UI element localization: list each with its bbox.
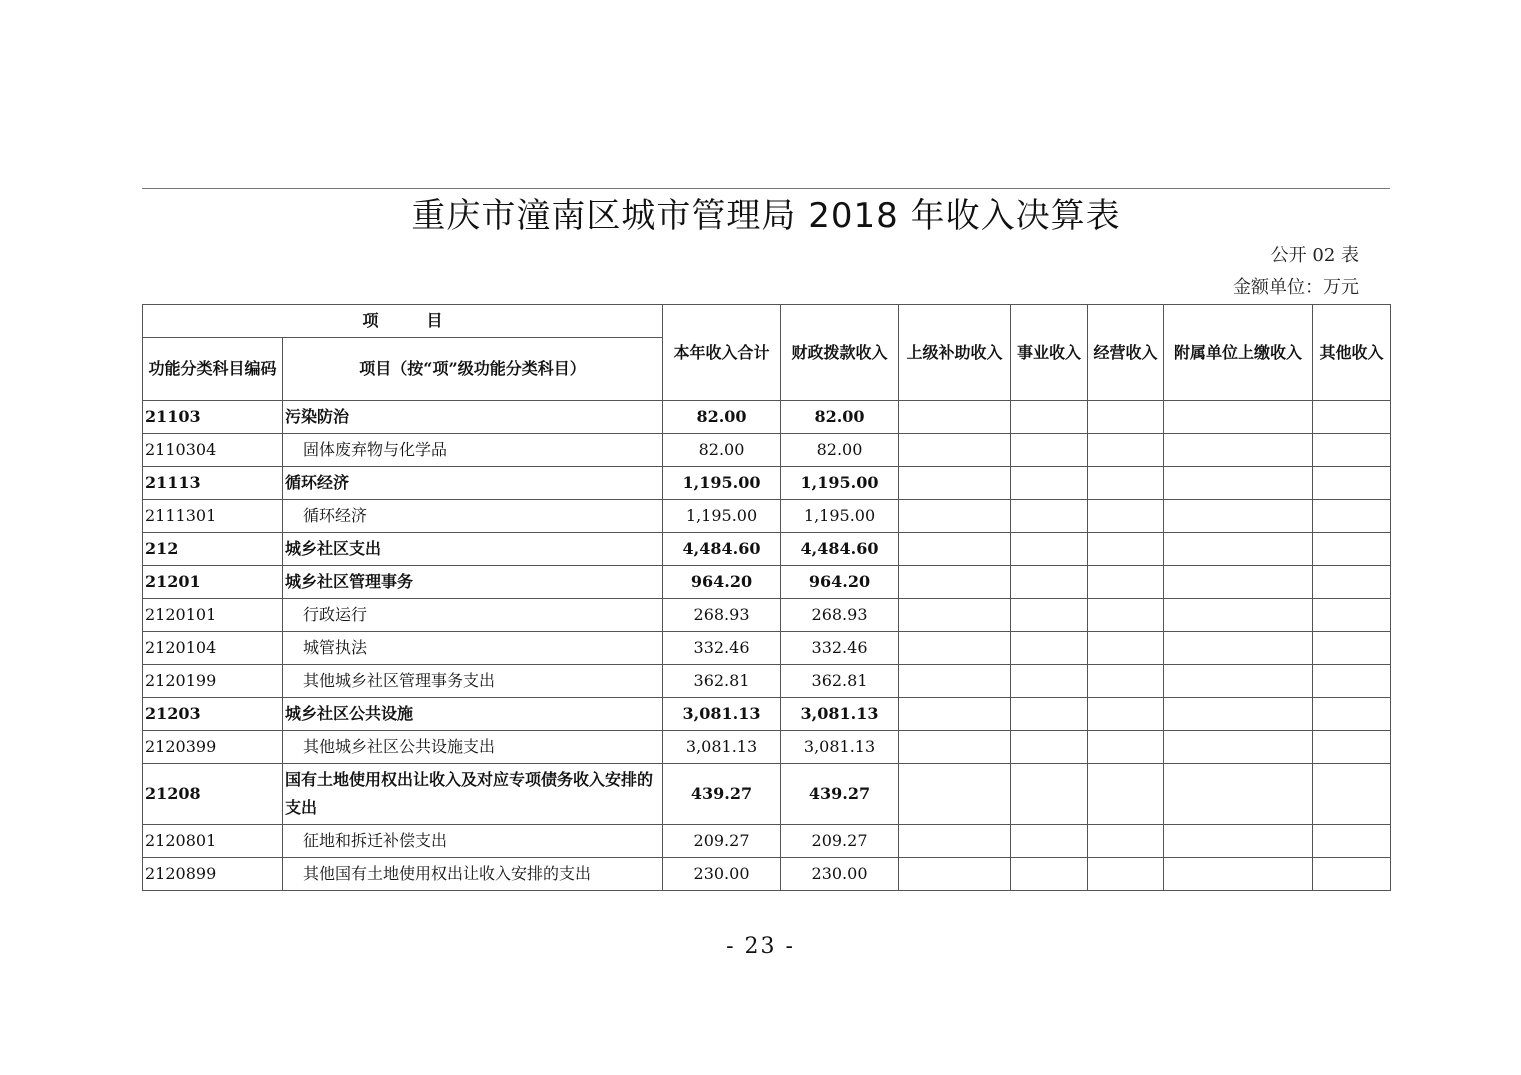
- row-operating: [1088, 632, 1164, 665]
- header-other: 其他收入: [1313, 305, 1391, 401]
- row-operating: [1088, 698, 1164, 731]
- row-affiliated: [1164, 434, 1313, 467]
- row-superior: [899, 500, 1011, 533]
- header-operating: 经营收入: [1088, 305, 1164, 401]
- table-row: [143, 533, 1391, 566]
- row-other: [1313, 434, 1391, 467]
- row-code: 2120104: [143, 632, 283, 665]
- row-code: 2120801: [143, 825, 283, 858]
- row-affiliated: [1164, 599, 1313, 632]
- row-total: 82.00: [663, 434, 781, 467]
- row-code: 21203: [143, 698, 283, 731]
- row-operating: [1088, 566, 1164, 599]
- row-affiliated: [1164, 731, 1313, 764]
- row-fiscal: 268.93: [781, 599, 899, 632]
- row-code: 2111301: [143, 500, 283, 533]
- row-operating: [1088, 467, 1164, 500]
- row-name: 其他城乡社区公共设施支出: [283, 731, 663, 764]
- row-affiliated: [1164, 825, 1313, 858]
- row-affiliated: [1164, 665, 1313, 698]
- row-total: 3,081.13: [663, 698, 781, 731]
- row-name: 污染防治: [283, 401, 663, 434]
- row-operating: [1088, 731, 1164, 764]
- top-rule: [142, 188, 1390, 189]
- row-superior: [899, 731, 1011, 764]
- row-business: [1011, 731, 1088, 764]
- table-row: [143, 698, 1391, 731]
- row-code: 212: [143, 533, 283, 566]
- row-superior: [899, 858, 1011, 891]
- row-operating: [1088, 533, 1164, 566]
- row-other: [1313, 698, 1391, 731]
- table-row: [143, 764, 1391, 825]
- row-other: [1313, 599, 1391, 632]
- table-row: [143, 467, 1391, 500]
- header-row-1: [143, 305, 1391, 338]
- row-code: 21103: [143, 401, 283, 434]
- row-business: [1011, 825, 1088, 858]
- row-fiscal: 82.00: [781, 434, 899, 467]
- row-affiliated: [1164, 764, 1313, 825]
- row-superior: [899, 825, 1011, 858]
- row-operating: [1088, 825, 1164, 858]
- table-row: [143, 632, 1391, 665]
- row-operating: [1088, 665, 1164, 698]
- row-superior: [899, 566, 1011, 599]
- row-name: 征地和拆迁补偿支出: [283, 825, 663, 858]
- table-row: [143, 858, 1391, 891]
- row-code: 2120101: [143, 599, 283, 632]
- row-code: 21208: [143, 764, 283, 825]
- table-row: [143, 599, 1391, 632]
- header-business: 事业收入: [1011, 305, 1088, 401]
- row-fiscal: 439.27: [781, 764, 899, 825]
- row-name: 城管执法: [283, 632, 663, 665]
- row-fiscal: 3,081.13: [781, 698, 899, 731]
- row-affiliated: [1164, 858, 1313, 891]
- row-business: [1011, 401, 1088, 434]
- row-code: 2120399: [143, 731, 283, 764]
- row-code: 2120199: [143, 665, 283, 698]
- row-operating: [1088, 599, 1164, 632]
- row-other: [1313, 401, 1391, 434]
- row-total: 230.00: [663, 858, 781, 891]
- row-fiscal: 4,484.60: [781, 533, 899, 566]
- row-total: 332.46: [663, 632, 781, 665]
- row-business: [1011, 434, 1088, 467]
- row-name: 其他城乡社区管理事务支出: [283, 665, 663, 698]
- row-fiscal: 1,195.00: [781, 467, 899, 500]
- income-table: [142, 304, 1391, 891]
- row-affiliated: [1164, 632, 1313, 665]
- table-row: [143, 500, 1391, 533]
- row-total: 4,484.60: [663, 533, 781, 566]
- row-fiscal: 230.00: [781, 858, 899, 891]
- row-total: 439.27: [663, 764, 781, 825]
- table-number: 公开 02 表: [1270, 245, 1359, 266]
- row-superior: [899, 467, 1011, 500]
- row-name: 城乡社区管理事务: [283, 566, 663, 599]
- row-fiscal: 1,195.00: [781, 500, 899, 533]
- row-fiscal: 332.46: [781, 632, 899, 665]
- row-other: [1313, 500, 1391, 533]
- row-superior: [899, 599, 1011, 632]
- row-name: 城乡社区支出: [283, 533, 663, 566]
- row-superior: [899, 434, 1011, 467]
- row-other: [1313, 533, 1391, 566]
- row-fiscal: 362.81: [781, 665, 899, 698]
- table-row: [143, 401, 1391, 434]
- page-title: 重庆市潼南区城市管理局 2018 年收入决算表: [411, 196, 1121, 236]
- row-total: 3,081.13: [663, 731, 781, 764]
- row-other: [1313, 825, 1391, 858]
- row-other: [1313, 467, 1391, 500]
- row-total: 82.00: [663, 401, 781, 434]
- row-affiliated: [1164, 698, 1313, 731]
- header-code: 功能分类科目编码: [143, 338, 283, 401]
- table-row: [143, 665, 1391, 698]
- row-operating: [1088, 500, 1164, 533]
- row-superior: [899, 665, 1011, 698]
- row-superior: [899, 401, 1011, 434]
- header-affiliated: 附属单位上缴收入: [1164, 305, 1313, 401]
- row-name: 其他国有土地使用权出让收入安排的支出: [283, 858, 663, 891]
- row-code: 2110304: [143, 434, 283, 467]
- row-affiliated: [1164, 467, 1313, 500]
- row-operating: [1088, 858, 1164, 891]
- row-total: 362.81: [663, 665, 781, 698]
- header-fiscal: 财政拨款收入: [781, 305, 899, 401]
- row-code: 2120899: [143, 858, 283, 891]
- row-superior: [899, 698, 1011, 731]
- row-superior: [899, 764, 1011, 825]
- row-total: 964.20: [663, 566, 781, 599]
- row-name: 国有土地使用权出让收入及对应专项债务收入安排的支出: [283, 764, 663, 825]
- table-row: [143, 731, 1391, 764]
- header-superior: 上级补助收入: [899, 305, 1011, 401]
- row-fiscal: 82.00: [781, 401, 899, 434]
- row-superior: [899, 533, 1011, 566]
- row-name: 循环经济: [283, 467, 663, 500]
- row-fiscal: 209.27: [781, 825, 899, 858]
- row-other: [1313, 632, 1391, 665]
- row-name: 固体废弃物与化学品: [283, 434, 663, 467]
- row-operating: [1088, 764, 1164, 825]
- row-business: [1011, 467, 1088, 500]
- table-row: [143, 566, 1391, 599]
- row-total: 268.93: [663, 599, 781, 632]
- row-business: [1011, 500, 1088, 533]
- row-name: 行政运行: [283, 599, 663, 632]
- row-business: [1011, 698, 1088, 731]
- row-business: [1011, 764, 1088, 825]
- row-code: 21113: [143, 467, 283, 500]
- row-business: [1011, 566, 1088, 599]
- row-total: 1,195.00: [663, 467, 781, 500]
- row-affiliated: [1164, 500, 1313, 533]
- header-project-group: 项 目: [143, 305, 663, 338]
- row-operating: [1088, 401, 1164, 434]
- row-superior: [899, 632, 1011, 665]
- row-other: [1313, 858, 1391, 891]
- header-total: 本年收入合计: [663, 305, 781, 401]
- row-business: [1011, 665, 1088, 698]
- header-name: 项目（按“项”级功能分类科目）: [283, 338, 663, 401]
- row-other: [1313, 731, 1391, 764]
- row-business: [1011, 858, 1088, 891]
- row-code: 21201: [143, 566, 283, 599]
- row-other: [1313, 764, 1391, 825]
- table-row: [143, 434, 1391, 467]
- row-affiliated: [1164, 401, 1313, 434]
- row-affiliated: [1164, 566, 1313, 599]
- page-number: - 23 -: [726, 934, 795, 959]
- row-business: [1011, 599, 1088, 632]
- row-total: 1,195.00: [663, 500, 781, 533]
- row-total: 209.27: [663, 825, 781, 858]
- row-name: 城乡社区公共设施: [283, 698, 663, 731]
- row-name: 循环经济: [283, 500, 663, 533]
- row-fiscal: 964.20: [781, 566, 899, 599]
- row-operating: [1088, 434, 1164, 467]
- row-affiliated: [1164, 533, 1313, 566]
- row-other: [1313, 665, 1391, 698]
- row-business: [1011, 632, 1088, 665]
- row-business: [1011, 533, 1088, 566]
- table-row: [143, 825, 1391, 858]
- row-other: [1313, 566, 1391, 599]
- row-fiscal: 3,081.13: [781, 731, 899, 764]
- amount-unit: 金额单位：万元: [1233, 277, 1359, 298]
